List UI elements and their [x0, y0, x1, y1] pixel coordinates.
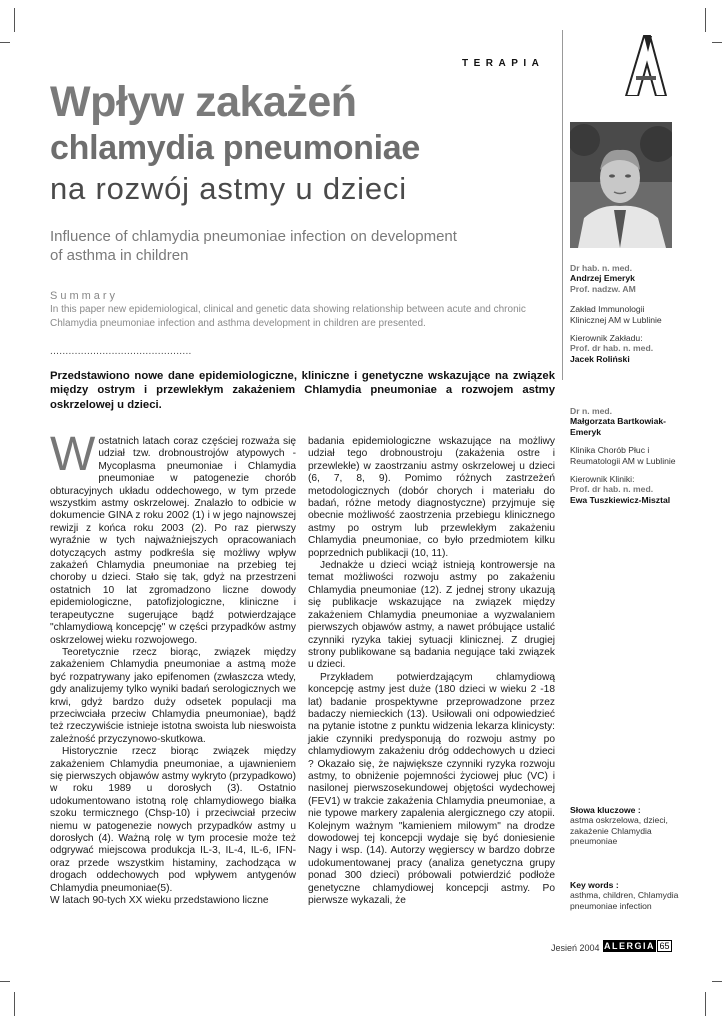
keywords-pl: [570, 805, 680, 847]
paragraph: Przykładem potwierdzającym chlamydiową koncepcję astmy jest duże (180 dzieci w wieku 2 -18 lat) badanie prospektywne przeprowadzone przez badaczy niemieckich (13). Usiłowali oni odpowiedzieć na pytanie istotne z punktu widzenia lekarza klinicysty: jakie czynniki predysponują do rozwoju astmy po chlamydiowym zakażeniu dróg oddechowych u dzieci ? Okazało się, że największe czynniki ryzyka rozwoju astmy, to obniżenie pojemności życiowej płuc (VC) i nasilonej pierwszosekundowej objętości wydechowej (FEV1) w trakcie zakażenia Chlamydia pneumoniae, a nie typowe markery zapalenia alergicznego czy atopii. Kolejnym ważnym "kamieniem milowym" na drodze dowodowej tej koncepcji wydaje się być doniesienie Nagy i wsp. (14). Autorzy węgierscy w bardzo dobrze udokumentowanej pracy (analiza genetyczna grupy ponad 300 dzieci) próbowali potwierdzić podłoże genetyczne chlamydiowej koncepcji astmy. Po pierwsze wykazali, że: [308, 671, 555, 907]
page-number: 65: [657, 940, 672, 952]
paragraph: Teoretycznie rzecz biorąc, związek między zakażeniem Chlamydia pneumoniae a astmą może być rozpatrywany jako epifenomen (zwłaszcza wtedy, gdy analizujemy tylko wyniki badań serologicznych we krwi, gdyż bardzo duży odsetek populacji ma przeciwciała przeciw Chlamydia pneumoniae), bądź też rzeczywiście istnieje istotna swoista lub nieswoista zależność przyczynowo-skutkowa.: [50, 646, 296, 745]
body-column-2: [308, 436, 555, 907]
head-name: Ewa Tuszkiewicz-Misztal: [570, 494, 671, 505]
author-block: [570, 263, 680, 364]
sidebar-divider: [562, 30, 563, 380]
author-degree: Dr hab. n. med.: [570, 263, 633, 273]
crop-mark: [705, 992, 706, 1016]
title-line-2: chlamydia pneumoniae: [50, 129, 420, 167]
crop-mark: [712, 981, 722, 982]
author-degree: Dr n. med.: [570, 406, 613, 416]
paragraph: Jednakże u dzieci wciąż istnieją kontrowersje na temat możliwości rozwoju astmy po zakażeniu Chlamydia pneumoniae (12). Z jednej strony ukazują się publikacje wskazujące na związek między zakażeniem Chlamydia pneumoniae a wyzwalaniem pierwszych objawów astmy, a nawet próbujące ustalić czynniki ryzyka takiej sytuacji klinicznej. Z drugiej strony publikowane są badania negujące taki związek u dzieci.: [308, 560, 555, 671]
keywords-label: Key words :: [570, 880, 619, 890]
issue-season: Jesień 2004: [551, 943, 600, 953]
paragraph: ostatnich latach coraz częściej rozważa się udział tzw. drobnoustrojów atypowych - Mycoplasma pneumoniae i Chlamydia pneumoniae w patogenezie chorób obturacyjnych układu oddechowego, w tym przede wszystkim astmy oskrzelowej. Znalazło to odbicie w dokumencie GINA z roku 2002 (1) i w jego najnowszej rewizji z końca roku 2003 (2). Po raz pierwszy wyraźnie w tych najważniejszych opracowaniach dotyczących astmy podkreśla się możliwy wpływ zakażeń Chlamydia pneumoniae na przebieg tej choroby u dzieci. Stało się tak, gdyż na przestrzeni ostatnich 10 lat zgromadzono liczne dowody epidemiologiczne, patofizjologiczne, kliniczne i terapeutyczne sugerujące bądź potwierdzające "chlamydiową koncepcję" w części przypadków astmy oskrzelowej wieku rozwojowego.: [50, 436, 296, 646]
english-title: Influence of chlamydia pneumoniae infection on development of asthma in children: [50, 228, 457, 264]
summary-heading: Summary: [50, 290, 119, 302]
author-name: Andrzej Emeryk: [570, 273, 635, 284]
crop-mark: [14, 8, 15, 32]
paragraph: W latach 90-tych XX wieku przedstawiono liczne: [50, 895, 269, 907]
crop-mark: [712, 42, 722, 43]
journal-name: ALERGIA: [604, 941, 655, 951]
author-block: [570, 406, 680, 505]
crop-mark: [14, 992, 15, 1016]
keywords-label: Słowa kluczowe :: [570, 805, 641, 815]
head-degree: Prof. dr hab. n. med.: [570, 343, 654, 354]
author-photo: [570, 122, 672, 248]
section-letter-a-icon: [620, 32, 668, 96]
crop-mark: [0, 981, 10, 982]
title-line-1: Wpływ zakażeń: [50, 78, 357, 126]
body-column-1: [50, 428, 296, 907]
drop-cap: W: [50, 428, 96, 481]
dotted-divider: ..............................................: [50, 346, 192, 357]
title-line-3: na rozwój astmy u dzieci: [50, 171, 407, 206]
crop-mark: [0, 42, 10, 43]
keywords-text: astma oskrzelowa, dzieci, zakażenie Chlamydia pneumoniae: [570, 815, 668, 847]
affiliation: Klinika Chorób Płuc i Reumatologii AM w Lublinie: [570, 445, 676, 466]
crop-mark: [705, 8, 706, 32]
author-title: Prof. nadzw. AM: [570, 283, 636, 294]
summary-text: In this paper new epidemiological, clinical and genetic data showing relationship between acute and chronic Chlamydia pneumoniae infection and asthma development in children are presented.: [50, 304, 526, 329]
paragraph: Historycznie rzecz biorąc związek między zakażeniem Chlamydia pneumoniae, a ujawnieniem się pierwszych objawów astmy wykryto (przypadkowo) w roku 1989 u dorosłych (3). Ostatnio udokumentowano istotną rolę chlamydiowego białka szoku termicznego (Chsp-10) i przeciwciał przeciw niemu w patogenezie nowych przypadków astmy u dorosłych (4). Ważną rolę w tym procesie może też odgrywać miejscowa produkcja IL-3, IL-4, IL-6, IFN- oraz przede wszystkim histaminy, zachodząca w drogach oddechowych pod wpływem antygenów Chlamydia pneumoniae(5).: [50, 746, 296, 894]
head-label: Kierownik Zakładu:: [570, 333, 643, 344]
section-label: TERAPIA: [462, 58, 545, 69]
keywords-text: asthma, children, Chlamydia pneumoniae infection: [570, 890, 679, 911]
keywords-en: [570, 880, 680, 911]
affiliation: Zakład Immunologii Klinicznej AM w Lublinie: [570, 304, 662, 325]
author-name: Małgorzata Bartkowiak-Emeryk: [570, 416, 666, 437]
paragraph: badania epidemiologiczne wskazujące na możliwy udział tego drobnoustroju (zakażenia ostre i przewlekłe) w zaostrzaniu astmy oskrzelowej u dzieci (6, 7, 8, 9). Pomimo różnych zastrzeżeń metodologicznych (dobór chorych i materiału do badań, różne metody diagnostyczne) przyjmuje się obecnie możliwość zaostrzenia przebiegu klinicznego astmy po ostrym lub przewlekłym zakażeniu Chlamydia pneumoniae, co było przedmiotem kilku poprzednich publikacji (10, 11).: [308, 436, 555, 559]
head-degree: Prof. dr hab. n. med.: [570, 484, 654, 495]
head-label: Kierownik Kliniki:: [570, 474, 635, 485]
lead-paragraph: Przedstawiono nowe dane epidemiologiczne, kliniczne i genetyczne wskazujące na związek między ostrym i przewlekłym zakażeniem Chlamydia pneumoniae a rozwojem astmy oskrzelowej u dzieci.: [50, 370, 555, 411]
head-name: Jacek Roliński: [570, 353, 630, 364]
